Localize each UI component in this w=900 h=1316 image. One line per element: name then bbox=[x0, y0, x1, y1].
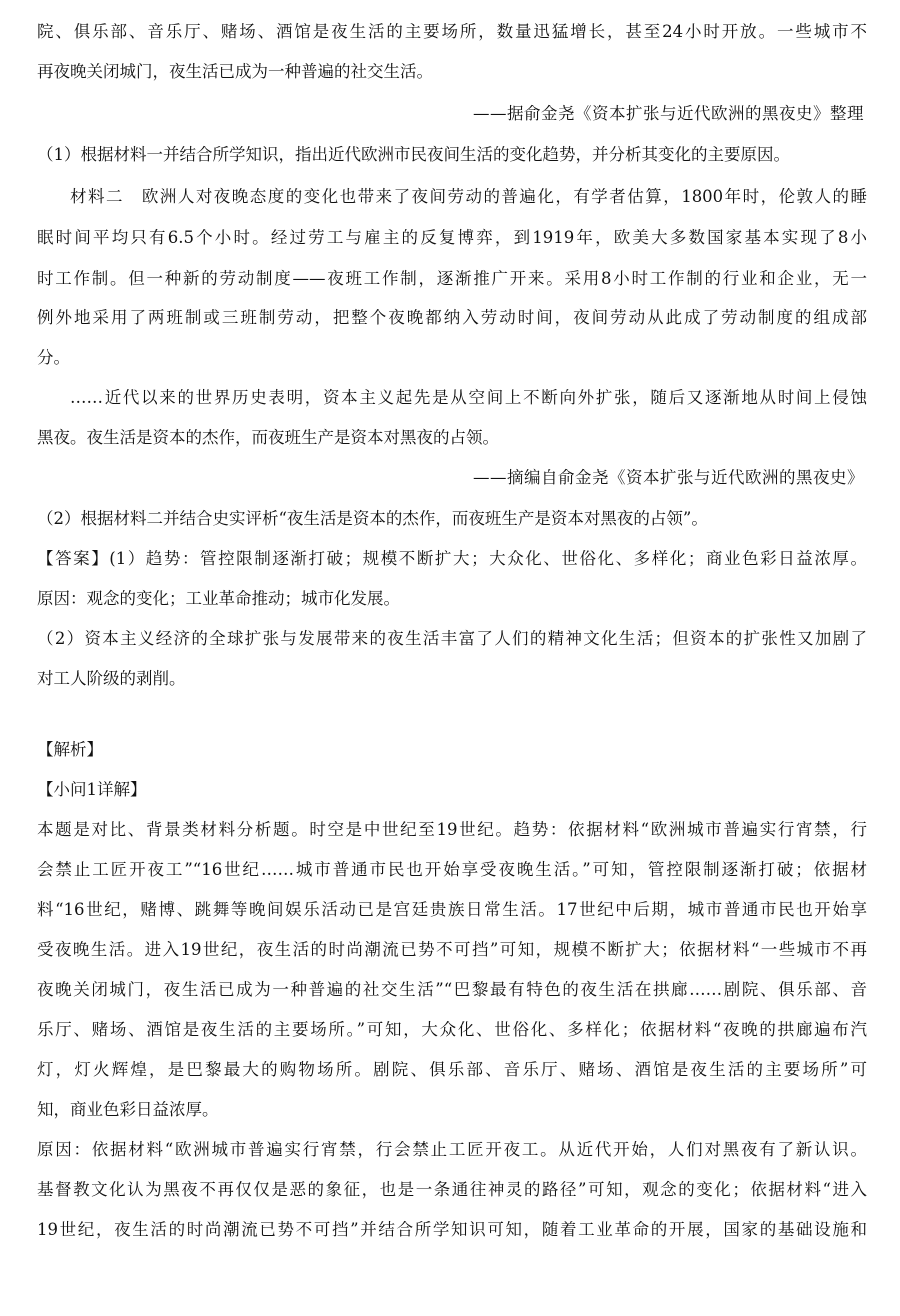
material2-paragraph-line: 黑夜。夜生活是资本的杰作，而夜班生产是资本对黑夜的占领。 bbox=[37, 428, 499, 447]
analysis-line: 乐厅、赌场、酒馆是夜生活的主要场所。”可知，大众化、世俗化、多样化；依据材料“夜晚的拱廊遍布汽 bbox=[37, 1020, 867, 1039]
analysis-line: 灯，灯火辉煌，是巴黎最大的购物场所。剧院、俱乐部、音乐厅、赌场、酒馆是夜生活的主要场所”可 bbox=[37, 1060, 867, 1079]
material2-line: 眠时间平均只有6.5个小时。经过劳工与雇主的反复博弈，到1919年，欧美大多数国家基本实现了8小 bbox=[37, 228, 867, 247]
material2-line: 例外地采用了两班制或三班制劳动，把整个夜晚都纳入劳动时间，夜间劳动从此成了劳动制度的组成部 bbox=[37, 308, 867, 327]
analysis-line: 19世纪，夜生活的时尚潮流已势不可挡”并结合所学知识可知，随着工业革命的开展，国家的基础设施和 bbox=[37, 1220, 867, 1239]
material1-line: 再夜晚关闭城门，夜生活已成为一种普遍的社交生活。 bbox=[37, 62, 433, 81]
material1-source: ——据俞金尧《资本扩张与近代欧洲的黑夜史》整理 bbox=[473, 104, 864, 123]
analysis-heading: 【解析】 bbox=[37, 740, 103, 759]
analysis-subheading: 【小问1详解】 bbox=[37, 780, 147, 799]
material2-paragraph-line: ……近代以来的世界历史表明，资本主义起先是从空间上不断向外扩张，随后又逐渐地从时间上侵蚀 bbox=[70, 388, 867, 407]
answer-line: （2）资本主义经济的全球扩张与发展带来的夜生活丰富了人们的精神文化生活；但资本的扩张性又加剧了 bbox=[37, 629, 867, 648]
analysis-line: 本题是对比、背景类材料分析题。时空是中世纪至19世纪。趋势：依据材料“欧洲城市普遍实行宵禁，行 bbox=[37, 820, 867, 839]
answer-line: 对工人阶级的剥削。 bbox=[37, 669, 186, 688]
analysis-line: 基督教文化认为黑夜不再仅仅是恶的象征，也是一条通往神灵的路径”可知，观念的变化；依据材料“进入 bbox=[37, 1180, 867, 1199]
question-1: （1）根据材料一并结合所学知识，指出近代欧洲市民夜间生活的变化趋势，并分析其变化的主要原因。 bbox=[37, 145, 790, 164]
analysis-line: 料“16世纪，赌博、跳舞等晚间娱乐活动已是宫廷贵族日常生活。17世纪中后期，城市普通市民也开始享 bbox=[37, 900, 867, 919]
answer-line: 【答案】(1）趋势：管控限制逐渐打破；规模不断扩大；大众化、世俗化、多样化；商业色彩日益浓厚。 bbox=[37, 549, 867, 568]
question-2: （2）根据材料二并结合史实评析“夜生活是资本的杰作，而夜班生产是资本对黑夜的占领”。 bbox=[37, 509, 708, 528]
material2-line: 材料二 欧洲人对夜晚态度的变化也带来了夜间劳动的普遍化，有学者估算，1800年时，伦敦人的睡 bbox=[70, 187, 867, 206]
material2-line: 时工作制。但一种新的劳动制度——夜班工作制，逐渐推广开来。采用8小时工作制的行业和企业，无一 bbox=[37, 269, 867, 288]
analysis-line: 受夜晚生活。进入19世纪，夜生活的时尚潮流已势不可挡”可知，规模不断扩大；依据材料“一些城市不再 bbox=[37, 940, 867, 959]
analysis-line: 原因：依据材料“欧洲城市普遍实行宵禁，行会禁止工匠开夜工。从近代开始，人们对黑夜有了新认识。 bbox=[37, 1140, 867, 1159]
material1-line: 院、俱乐部、音乐厅、赌场、酒馆是夜生活的主要场所，数量迅猛增长，甚至24小时开放。一些城市不 bbox=[37, 22, 867, 41]
analysis-line: 知，商业色彩日益浓厚。 bbox=[37, 1100, 219, 1119]
material2-source: ——摘编自俞金尧《资本扩张与近代欧洲的黑夜史》 bbox=[473, 468, 864, 487]
material2-line: 分。 bbox=[37, 348, 70, 367]
analysis-line: 会禁止工匠开夜工”“16世纪……城市普通市民也开始享受夜晚生活。”可知，管控限制逐渐打破；依据材 bbox=[37, 860, 867, 879]
answer-line: 原因：观念的变化；工业革命推动；城市化发展。 bbox=[37, 589, 400, 608]
analysis-line: 夜晚关闭城门，夜生活已成为一种普遍的社交生活”“巴黎最有特色的夜生活在拱廊……剧院、俱乐部、音 bbox=[37, 980, 867, 999]
